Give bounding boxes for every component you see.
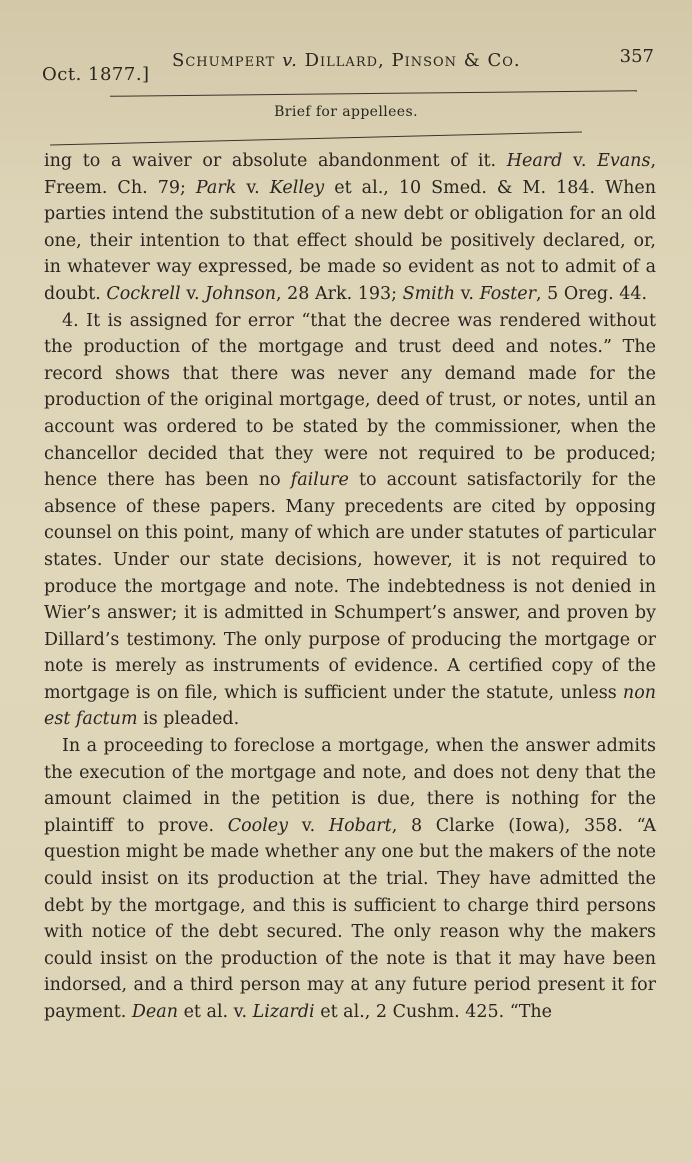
italic-text: Johnson [205, 283, 277, 304]
italic-text: Cockrell [106, 283, 181, 304]
italic-text: Kelley [269, 177, 325, 198]
case-versus: v. [282, 50, 298, 71]
section-subhead: Brief for appellees. [274, 104, 418, 120]
text-run: v. [180, 283, 206, 304]
header-rule [110, 90, 637, 97]
subhead-rule [50, 132, 582, 146]
text-run: v. [455, 283, 480, 304]
text-run: et al. v. [178, 1002, 253, 1022]
italic-text: Foster [479, 283, 537, 304]
text-run: , 8 Clarke (Iowa), 358. “A question might be made whether any one but the makers of the note could insist on its production at the trial. They have admitted the debt by the mortgage, and this is sufficient to charge third persons with notice of the debt secured. The only reason why the makers could insist on the production of the note is that it may have been indorsed, and a third person may at any future period present it for payment. [44, 815, 656, 1022]
text-run: 4. It is assigned for error “that the decree was rendered without the production of the mortgage and trust deed and notes.” The record shows that there was never any demand made for the production of the original mortgage, deed of trust, or notes, until an account was ordered to be stated by the commissioner, when the chancellor decided that they were not required to be produced; hence there has been no [44, 310, 656, 491]
text-run: is pleaded. [137, 709, 240, 730]
case-defendant: Dillard, Pinson & Co. [304, 50, 521, 71]
italic-text: Smith [402, 283, 456, 304]
italic-text: Hobart [328, 815, 392, 836]
italic-text: Lizardi [252, 1002, 315, 1022]
paragraph [44, 733, 656, 1026]
case-title [172, 50, 521, 71]
page-number: 357 [619, 46, 654, 67]
italic-text: Heard [506, 151, 563, 171]
text-run: v. [562, 151, 598, 171]
text-run: In a proceeding to foreclose a mortgage, when the answer admits the execution of the mortgage and note, and does not deny that the amount claimed in the petition is due, there is nothing for the plaintiff to prove. [44, 736, 656, 836]
text-run: v. [236, 177, 270, 198]
text-run: , 28 Ark. 193; [276, 283, 403, 304]
text-run: et al., 10 Smed. & M. 184. When parties intend the substitution of a new debt or obligation for an old one, their intention to that effect should be positively declared, or, in whatever way expressed, be made so evident as not to admit of a doubt. [44, 177, 656, 304]
italic-text: Cooley [227, 815, 289, 836]
italic-text: Dean [131, 1002, 178, 1022]
text-run: v. [288, 815, 329, 836]
italic-text: non est factum [44, 682, 656, 730]
text-run: ing to a waiver or absolute abandonment of it. [44, 151, 507, 171]
running-header [42, 42, 654, 88]
header-date: Oct. 1877.] [42, 64, 150, 85]
text-run: to account satisfactorily for the absence of these papers. Many precedents are cited by opposing counsel on this point, many of which are under statutes of particular states. Under our state decisions, however, it is not required to produce the mortgage and note. The indebtedness is not denied in Wier’s answer; it is admitted in Schumpert’s answer, and proven by Dillard’s testimony. The only purpose of producing the mortgage or note is merely as instruments of evidence. A certified copy of the mortgage is on file, which is sufficient under the statute, unless [44, 470, 656, 703]
italic-text: Evans [597, 151, 651, 171]
text-run: , Freem. Ch. 79; [44, 151, 657, 198]
case-plaintiff: Schumpert [172, 50, 276, 71]
paragraph [44, 308, 656, 734]
text-run: , 5 Oreg. 44. [536, 283, 648, 304]
italic-text: Park [195, 177, 237, 198]
paragraph [44, 148, 656, 308]
italic-text: failure [290, 470, 349, 491]
body-text [44, 148, 656, 1139]
text-run: et al., 2 Cushm. 425. “The [314, 1002, 552, 1022]
